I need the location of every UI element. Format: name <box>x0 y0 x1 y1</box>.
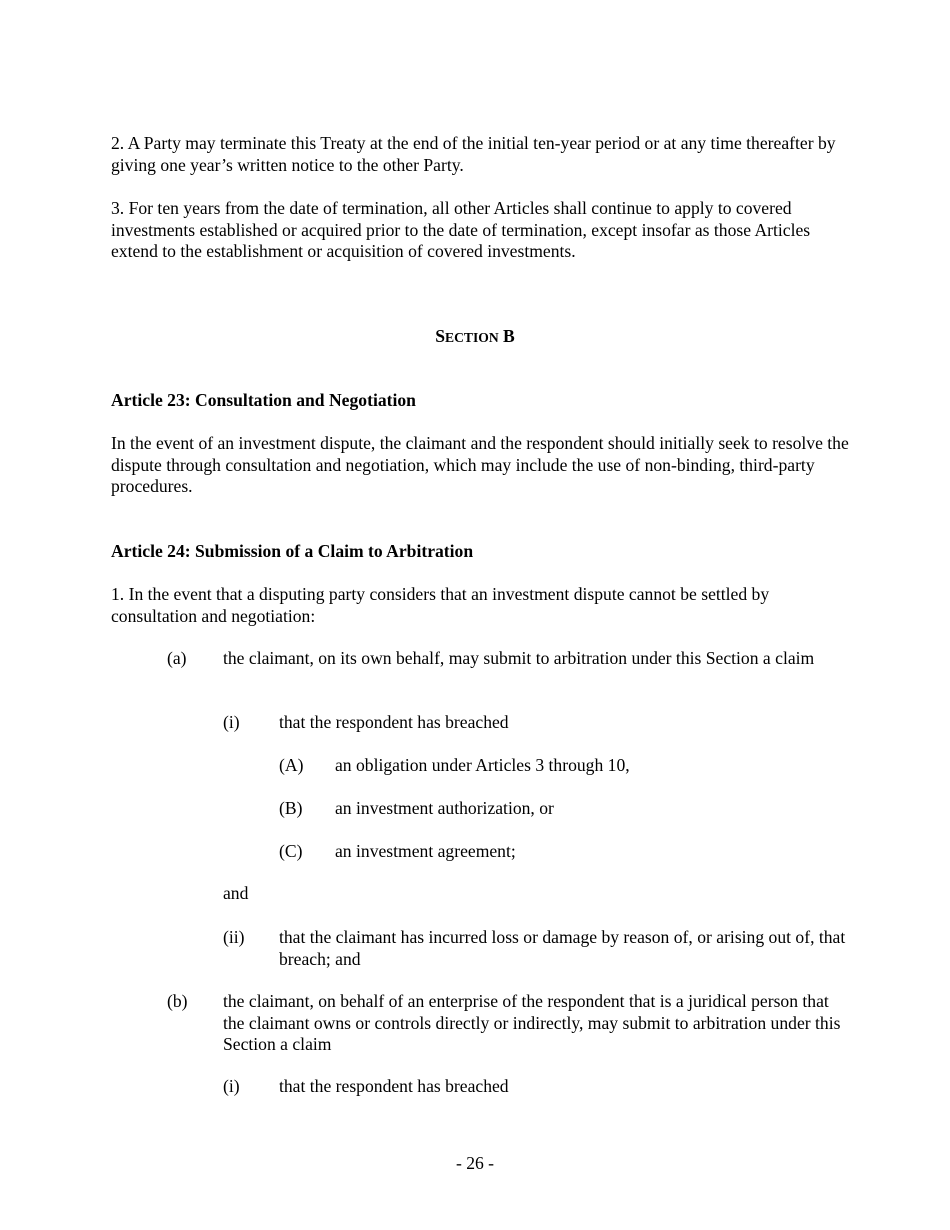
list-item-a-i-A <box>279 755 851 777</box>
list-item-b <box>167 991 851 1056</box>
list-connector-and: and <box>223 883 249 903</box>
article-23-heading: Article 23: Consultation and Negotiation <box>111 390 416 410</box>
list-text: an investment authorization, or <box>335 798 554 818</box>
section-title <box>0 326 950 349</box>
list-item-b-i <box>223 1076 851 1098</box>
section-title-initial: S <box>435 326 445 346</box>
page-number: - 26 - <box>455 1153 495 1173</box>
list-item-a-i-C <box>279 841 851 863</box>
list-label: (i) <box>223 712 240 732</box>
list-text: that the claimant has incurred loss or damage by reason of, or arising out of, that breach; and <box>279 927 846 969</box>
article-23-body: In the event of an investment dispute, the claimant and the respondent should initially seek to resolve the dispute through consultation and negotiation, which may include the use of non-binding, third-party procedures. <box>111 433 849 496</box>
list-label: (a) <box>167 648 187 668</box>
paragraph-termination-3: 3. For ten years from the date of termination, all other Articles shall continue to apply to covered investments established or acquired prior to the date of termination, except insofar as those Articles extend to the establishment or acquisition of covered investments. <box>111 198 811 261</box>
list-text: the claimant, on its own behalf, may submit to arbitration under this Section a claim <box>223 648 815 668</box>
article-24-paragraph-1: 1. In the event that a disputing party considers that an investment dispute cannot be settled by consultation and negotiation: <box>111 584 770 626</box>
section-title-smallcaps: ECTION <box>445 330 499 345</box>
list-label: (b) <box>167 991 188 1011</box>
list-item-a-ii <box>223 927 851 970</box>
list-text: that the respondent has breached <box>279 1076 509 1096</box>
list-text: an investment agreement; <box>335 841 516 861</box>
list-text: the claimant, on behalf of an enterprise of the respondent that is a juridical person that the claimant owns or controls directly or indirectly, may submit to arbitration under this Section a claim <box>223 991 841 1054</box>
list-text: that the respondent has breached <box>279 712 509 732</box>
list-label: (ii) <box>223 927 245 947</box>
paragraph-termination-2: 2. A Party may terminate this Treaty at the end of the initial ten-year period or at any time thereafter by giving one year’s written notice to the other Party. <box>111 133 836 175</box>
list-label: (B) <box>279 798 303 818</box>
list-label: (i) <box>223 1076 240 1096</box>
section-title-suffix: B <box>498 326 515 346</box>
list-label: (C) <box>279 841 303 861</box>
list-item-a-i <box>223 712 851 734</box>
article-24-heading: Article 24: Submission of a Claim to Arbitration <box>111 541 474 561</box>
list-text: an obligation under Articles 3 through 10, <box>335 755 630 775</box>
list-item-a <box>167 648 851 670</box>
list-label: (A) <box>279 755 304 775</box>
list-item-a-i-B <box>279 798 851 820</box>
